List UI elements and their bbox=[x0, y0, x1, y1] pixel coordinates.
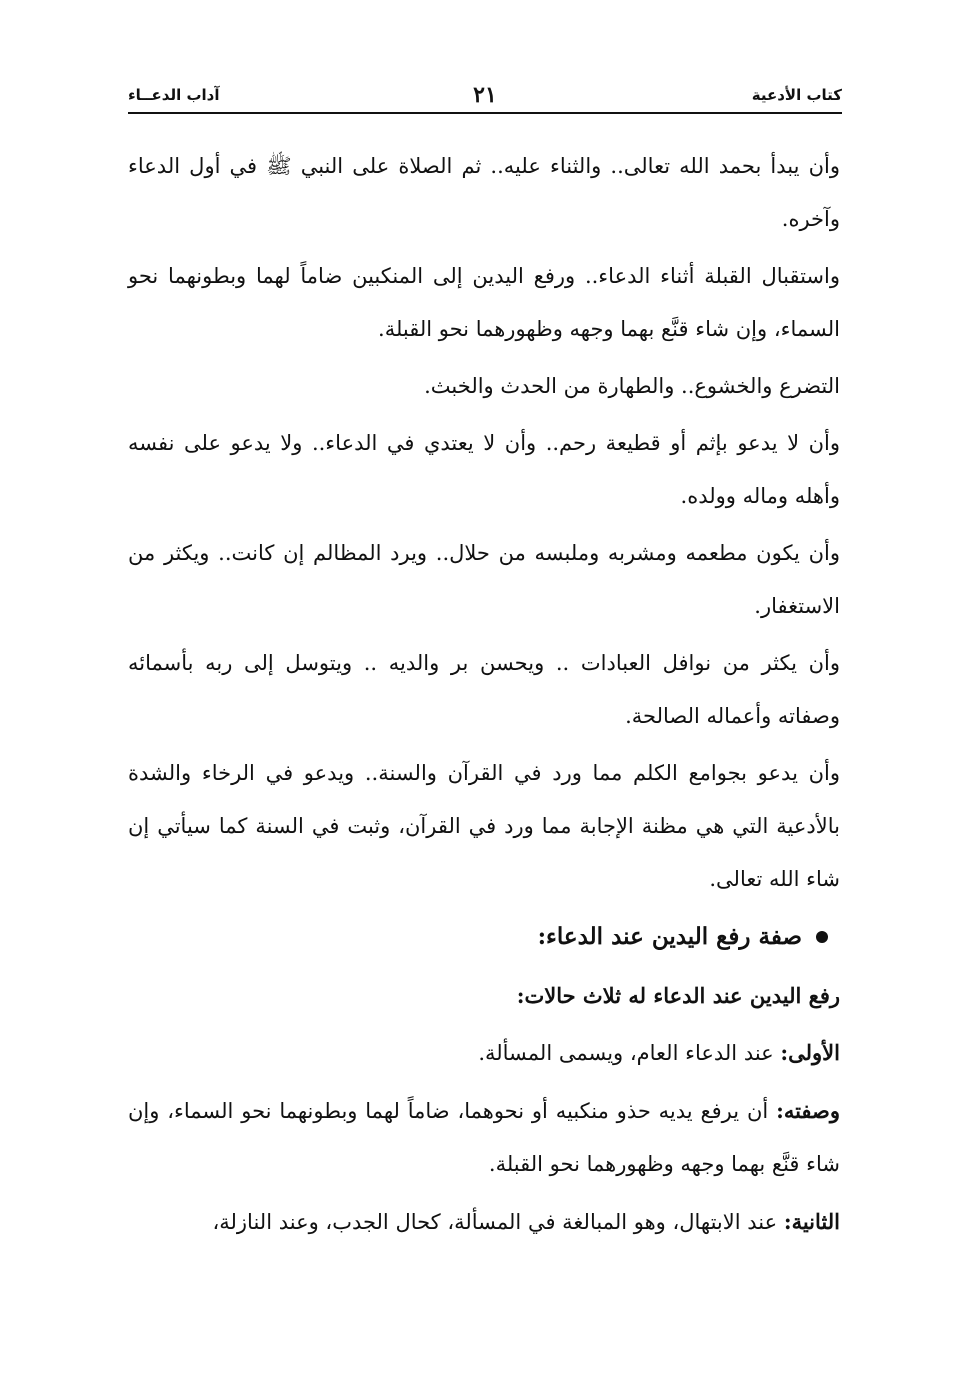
paragraph-6: وأن يكثر من نوافل العبادات .. ويحسن بر والديه .. ويتوسل إلى ربه بأسمائه وصفاته وأعماله الصالحة. bbox=[128, 651, 840, 728]
second-case bbox=[128, 1195, 840, 1249]
paragraph-3: التضرع والخشوع.. والطهارة من الحدث والخبث. bbox=[424, 374, 840, 398]
paragraph-7: وأن يدعو بجوامع الكلم مما ورد في القرآن والسنة.. ويدعو في الرخاء والشدة بالأدعية التي هي مظنة الإجابة مما ورد في القرآن، وثبت في السنة كما سيأتي إن شاء الله تعالى. bbox=[128, 761, 840, 891]
first-case bbox=[128, 1026, 840, 1080]
bullet-icon bbox=[816, 931, 828, 943]
second-case-text: عند الابتهال، وهو المبالغة في المسألة، كحال الجدب، وعند النازلة، bbox=[212, 1210, 784, 1234]
header-divider bbox=[128, 112, 842, 114]
paragraph-4: وأن لا يدعو بإثم أو قطيعة رحم.. وأن لا يعتدي في الدعاء.. ولا يدعو على نفسه وأهله وماله وولده. bbox=[128, 431, 840, 508]
paragraph-5: وأن يكون مطعمه ومشربه وملبسه من حلال.. ويرد المظالم إن كانت.. ويكثر من الاستغفار. bbox=[128, 541, 840, 618]
section-subheading: رفع اليدين عند الدعاء له ثلاث حالات: bbox=[516, 983, 840, 1008]
page-body bbox=[128, 140, 840, 1253]
paragraph-2: واستقبال القبلة أثناء الدعاء.. ورفع اليدين إلى المنكبين ضاماً لهما وبطونهما نحو السماء، وإن شاء قنَّع بهما وجهه وظهورهما نحو القبلة. bbox=[128, 264, 840, 341]
first-case-label: الأولى: bbox=[780, 1040, 840, 1065]
first-case-description bbox=[128, 1084, 840, 1191]
first-case-text: عند الدعاء العام، ويسمى المسألة. bbox=[478, 1041, 781, 1065]
page-number: ٢١ bbox=[473, 82, 497, 108]
second-case-label: الثانية: bbox=[783, 1209, 840, 1234]
description-label: وصفته: bbox=[776, 1098, 841, 1123]
section-heading-text: صفة رفع اليدين عند الدعاء: bbox=[537, 923, 802, 950]
section-heading bbox=[128, 910, 840, 963]
book-title: كتاب الأدعية bbox=[751, 86, 842, 104]
running-header bbox=[128, 82, 842, 112]
chapter-title: آداب الدعــاء bbox=[128, 86, 220, 104]
description-text: أن يرفع يديه حذو منكبيه أو نحوهما، ضاماً لهما وبطونهما نحو السماء، وإن شاء قنَّع بهما وجهه وظهورهما نحو القبلة. bbox=[128, 1099, 840, 1176]
paragraph-1: وأن يبدأ بحمد الله تعالى.. والثناء عليه.. ثم الصلاة على النبي ﷺ في أول الدعاء وآخره. bbox=[128, 154, 840, 231]
